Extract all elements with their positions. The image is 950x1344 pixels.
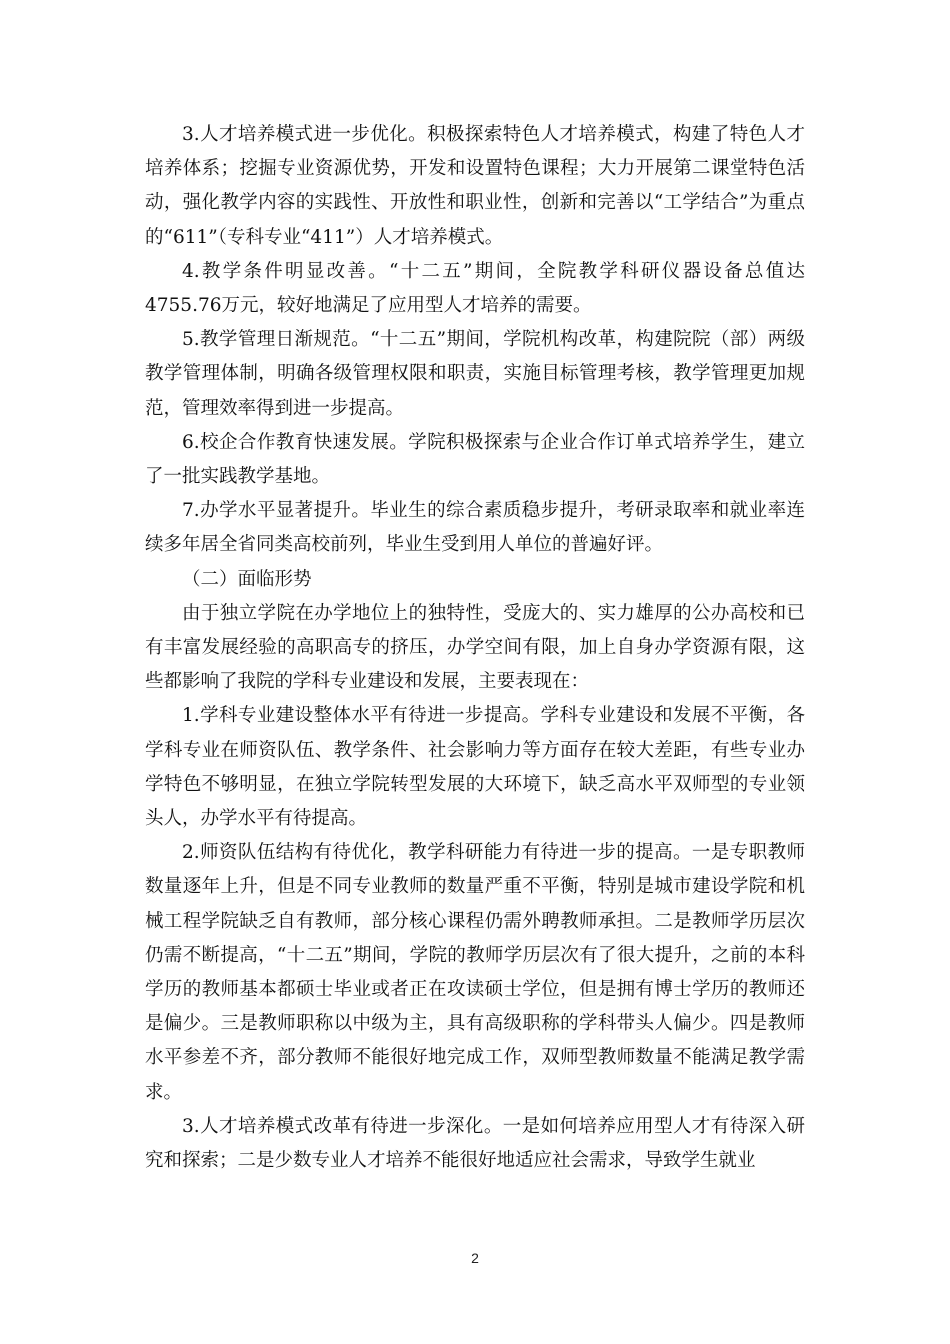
paragraph-talent-model: 3.人才培养模式进一步优化。积极探索特色人才培养模式，构建了特色人才培养体系；挖掘专业资源优势，开发和设置特色课程；大力开展第二课堂特色活动，强化教学内容的实践性、开放性和职业性，创新和完善以“工学结合”为重点的“611”（专科专业“411”）人才培养模式。 [145,124,805,248]
paragraph-teaching-management: 5.教学管理日渐规范。“十二五”期间，学院机构改革，构建院院（部）两级教学管理体制，明确各级管理权限和职责，实施目标管理考核，教学管理更加规范，管理效率得到进一步提高。 [145,329,805,419]
paragraph-faculty: 2.师资队伍结构有待优化，教学科研能力有待进一步的提高。一是专职教师数量逐年上升，但是不同专业教师的数量严重不平衡，特别是城市建设学院和机械工程学院缺乏自有教师，部分核心课程仍需外聘教师承担。二是教师学历层次仍需不断提高，“十二五”期间，学院的教师学历层次有了很大提升，之前的本科学历的教师基本都硕士毕业或者正在攻读硕士学位，但是拥有博士学历的教师还是偏少。三是教师职称以中级为主，具有高级职称的学科带头人偏少。四是教师水平参差不齐，部分教师不能很好地完成工作，双师型教师数量不能满足教学需求。 [145,842,805,1103]
body-text [145,118,805,1178]
paragraph-school-level: 7.办学水平显著提升。毕业生的综合素质稳步提升，考研录取率和就业率连续多年居全省同类高校前列，毕业生受到用人单位的普遍好评。 [145,500,805,556]
paragraph-school-enterprise: 6.校企合作教育快速发展。学院积极探索与企业合作订单式培养学生，建立了一批实践教学基地。 [145,431,805,488]
page-number: 2 [471,1250,479,1266]
paragraph-talent-reform: 3.人才培养模式改革有待进一步深化。一是如何培养应用型人才有待深入研究和探索；二是少数专业人才培养不能很好地适应社会需求，导致学生就业 [145,1115,805,1172]
section-heading: （二）面临形势 [182,568,312,590]
paragraph-situation-intro: 由于独立学院在办学地位上的独特性，受庞大的、实力雄厚的公办高校和已有丰富发展经验的高职高专的挤压，办学空间有限，加上自身办学资源有限，这些都影响了我院的学科专业建设和发展，主要表现在： [145,602,805,693]
paragraph-discipline: 1.学科专业建设整体水平有待进一步提高。学科专业建设和发展不平衡，各学科专业在师资队伍、教学条件、社会影响力等方面存在较大差距，有些专业办学特色不够明显，在独立学院转型发展的大环境下，缺乏高水平双师型的专业领头人，办学水平有待提高。 [145,705,805,830]
paragraph-teaching-conditions: 4.教学条件明显改善。“十二五”期间，全院教学科研仪器设备总值达4755.76万元，较好地满足了应用型人才培养的需要。 [145,260,805,317]
